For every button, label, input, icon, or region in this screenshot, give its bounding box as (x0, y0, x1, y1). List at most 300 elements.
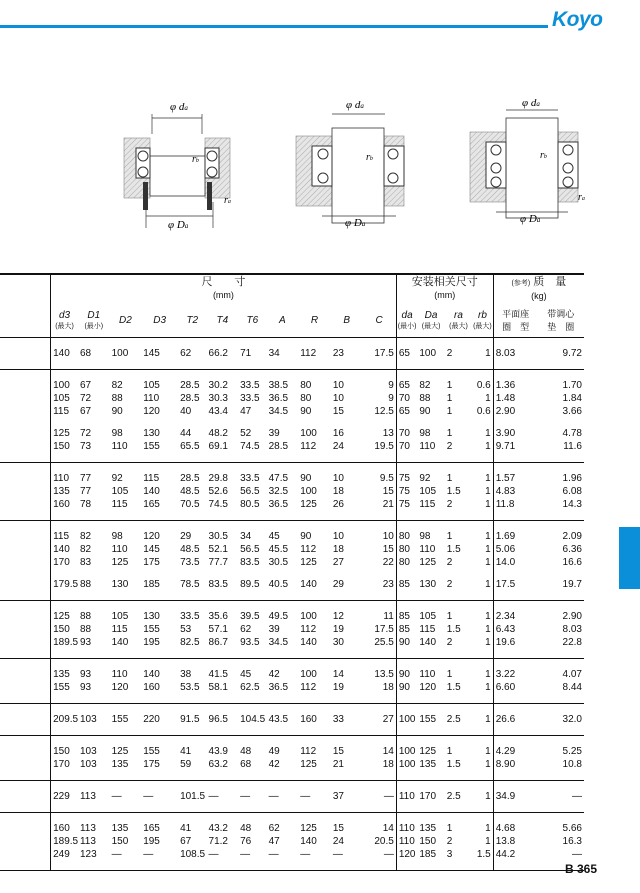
diagram-aligning-seat-washer (470, 97, 585, 225)
table-cell: 37 (332, 791, 344, 802)
table-cell: 125 (111, 557, 129, 568)
table-cell: 45 (240, 669, 252, 680)
table-cell: 33.5 (240, 393, 260, 404)
table-cell: 29.8 (208, 473, 228, 484)
table-cell: — (300, 791, 311, 802)
table-cell: 43.2 (208, 823, 228, 834)
table-cell: 52.6 (208, 486, 228, 497)
table-cell: 135 (419, 759, 437, 770)
table-cell: 80 (300, 393, 312, 404)
table-cell: 15 (362, 543, 396, 556)
table-cell: 47 (268, 836, 280, 847)
table-cell: 91.5 (180, 714, 200, 725)
table-cell: 13 (362, 427, 396, 440)
table-row (0, 790, 584, 803)
table-cell: 100 (53, 380, 70, 391)
table-cell: 8.90 (495, 759, 516, 770)
table-cell: 140 (53, 544, 70, 555)
table-cell: 93.5 (240, 637, 260, 648)
table-cell: 71.2 (208, 836, 228, 847)
table-cell: 160 (300, 714, 317, 725)
table-cell: 30.5 (268, 557, 289, 568)
table-cell (396, 418, 417, 427)
table-cell: 34 (268, 348, 280, 359)
col-header-6: T6 (238, 303, 266, 338)
col-header-5: T4 (207, 303, 239, 338)
table-cell: 1.5 (446, 682, 461, 693)
col-header-10: C (362, 303, 396, 338)
table-cell: 1 (472, 790, 493, 803)
table-cell: 14.0 (495, 557, 516, 568)
table-cell: 220 (143, 714, 160, 725)
table-cell: — (208, 849, 219, 860)
table-row (0, 485, 584, 498)
table-cell: 34.5 (268, 637, 289, 648)
table-cell (238, 569, 266, 578)
table-cell (362, 569, 396, 578)
table-cell: 39.5 (240, 611, 260, 622)
table-cell: 48.2 (208, 428, 228, 439)
table-cell: 18 (362, 681, 396, 694)
table-cell: 1.5 (446, 486, 461, 497)
table-group (0, 338, 584, 370)
table-cell (472, 569, 493, 578)
table-cell: 125 (300, 823, 317, 834)
table-cell: 1 (472, 578, 493, 591)
table-row (0, 835, 584, 848)
svg-text:ra: ra (578, 192, 585, 203)
table-cell: 120 (143, 406, 160, 417)
table-cell: 82 (79, 544, 92, 555)
table-cell (537, 418, 584, 427)
table-cell (207, 418, 239, 427)
table-cell: 20.5 (362, 835, 396, 848)
table-cell: 41 (180, 823, 192, 834)
table-cell: 1 (472, 623, 493, 636)
table-cell: 113 (79, 836, 96, 847)
table-cell: 17.5 (362, 623, 396, 636)
table-cell: 88 (79, 579, 92, 590)
table-cell: 140 (143, 669, 160, 680)
bearing-mounting-diagrams (0, 88, 640, 238)
table-cell: 70.5 (180, 499, 200, 510)
table-cell: 8.44 (562, 682, 582, 693)
table-cell: 1 (472, 472, 493, 485)
table-cell: 1 (472, 713, 493, 726)
table-cell: 112 (300, 624, 317, 635)
table-row (0, 745, 584, 758)
col-header-16: 带调心 垫 圈 (537, 303, 584, 338)
table-cell: 68 (240, 759, 252, 770)
table-cell: 65 (398, 406, 410, 417)
table-cell: 33.5 (240, 473, 260, 484)
table-cell: 100 (300, 486, 317, 497)
svg-text:rb: rb (540, 150, 547, 161)
table-cell: 195 (143, 637, 160, 648)
table-cell: 15 (332, 406, 344, 417)
table-cell: — (572, 791, 582, 802)
table-cell: 70 (398, 441, 410, 452)
table-cell: 69.1 (208, 441, 228, 452)
table-cell: 65 (398, 348, 410, 359)
table-cell: 4.68 (495, 823, 516, 834)
table-cell: 90 (300, 406, 312, 417)
table-cell: 108.5 (180, 849, 206, 860)
table-cell: 1.70 (562, 380, 582, 391)
table-cell: — (208, 791, 219, 802)
table-cell: 93 (79, 637, 92, 648)
table-cell: 98 (419, 428, 431, 439)
table-cell: 3.66 (562, 406, 582, 417)
table-cell: 155 (143, 441, 160, 452)
table-cell: 104.5 (240, 714, 266, 725)
col-blank (0, 303, 51, 338)
table-cell: 1 (446, 428, 453, 439)
table-cell (445, 569, 472, 578)
table-cell: 62 (180, 348, 192, 359)
table-cell: 56.5 (240, 486, 260, 497)
table-cell: 110 (398, 791, 415, 802)
table-cell: 90 (419, 406, 431, 417)
table-cell: 88 (419, 393, 431, 404)
table-cell: 115 (111, 499, 128, 510)
table-cell: 29 (332, 579, 344, 590)
table-cell: 10 (332, 393, 344, 404)
table-cell: 22 (362, 556, 396, 569)
svg-text:ra: ra (224, 195, 231, 206)
table-cell: 18 (332, 544, 344, 555)
section-tab (619, 527, 640, 589)
table-cell: 6.60 (495, 682, 516, 693)
table-cell: 9 (362, 379, 396, 392)
table-cell: 112 (300, 544, 317, 555)
table-cell: 2 (446, 836, 453, 847)
table-cell: 93 (79, 669, 92, 680)
col-header-7: A (267, 303, 299, 338)
table-cell: — (240, 849, 251, 860)
col-header-14: rb (最大) (472, 303, 493, 338)
table-cell: 82 (79, 531, 92, 542)
table-cell: 5.66 (562, 823, 582, 834)
table-cell (141, 569, 178, 578)
table-cell: 1.84 (562, 393, 582, 404)
table-cell: 110 (143, 393, 160, 404)
table-cell: 68 (79, 348, 92, 359)
table-cell (110, 418, 142, 427)
table-cell: 39 (268, 624, 280, 635)
table-cell: 113 (79, 791, 96, 802)
table-cell: 100 (398, 714, 416, 725)
table-cell: 17.5 (495, 579, 516, 590)
col-header-4: T2 (178, 303, 206, 338)
table-cell: 5.06 (495, 544, 516, 555)
diagram-aligning-housing (296, 99, 404, 229)
table-cell: 38 (180, 669, 192, 680)
table-cell: 77.7 (208, 557, 228, 568)
table-cell: 27 (332, 557, 344, 568)
table-cell: — (268, 791, 279, 802)
col-header-0: d3 (最大) (51, 303, 78, 338)
table-cell: — (332, 849, 343, 860)
table-cell: 88 (79, 611, 92, 622)
table-cell: 18 (332, 486, 344, 497)
table-cell: 53 (180, 624, 192, 635)
table-cell: — (300, 849, 311, 860)
table-cell: 100 (111, 348, 129, 359)
table-cell: 0.6 (472, 405, 493, 418)
table-cell: 34 (240, 531, 252, 542)
table-cell: 27 (362, 713, 396, 726)
svg-text:φ Da: φ Da (345, 217, 366, 229)
table-cell: 8.03 (562, 624, 582, 635)
table-cell: 120 (143, 531, 160, 542)
page-number: B 365 (565, 862, 598, 876)
table-cell: 1.5 (446, 544, 461, 555)
table-cell: 9.71 (495, 441, 516, 452)
table-cell: 195 (143, 836, 160, 847)
col-header-15: 平面座 圈 型 (493, 303, 537, 338)
table-cell: 6.43 (495, 624, 516, 635)
table-cell: 90 (398, 669, 410, 680)
table-cell: 8.03 (495, 348, 516, 359)
table-cell: 67 (79, 380, 92, 391)
table-row (0, 556, 584, 569)
svg-text:rb: rb (366, 152, 373, 163)
table-cell: 98 (111, 531, 123, 542)
table-cell: 145 (143, 348, 160, 359)
table-cell: 100 (300, 428, 317, 439)
table-cell: 75 (398, 499, 410, 510)
table-cell (331, 569, 363, 578)
table-cell: 32.5 (268, 486, 289, 497)
table-cell: — (111, 791, 122, 802)
table-cell: 44 (180, 428, 192, 439)
table-cell (78, 569, 110, 578)
table-cell: 209.5 (53, 714, 79, 725)
table-cell: 115 (419, 499, 436, 510)
table-cell: 65.5 (180, 441, 200, 452)
table-cell: 74.5 (208, 499, 228, 510)
table-row (0, 427, 584, 440)
table-cell: 100 (419, 348, 437, 359)
table-cell: 22.8 (562, 637, 582, 648)
table-cell: 58.1 (208, 682, 228, 693)
table-cell: 105 (419, 611, 437, 622)
table-cell: 2.90 (495, 406, 516, 417)
table-cell: 10 (332, 531, 344, 542)
table-cell: 80 (398, 557, 410, 568)
table-cell: 83.5 (240, 557, 260, 568)
table-cell: 160 (53, 499, 70, 510)
table-cell: 130 (111, 579, 129, 590)
table-cell: 33.5 (240, 380, 260, 391)
table-cell: 2 (446, 441, 453, 452)
table-cell: 90 (398, 682, 410, 693)
col-header-2: D2 (110, 303, 142, 338)
table-group (0, 370, 584, 463)
table-cell: — (268, 849, 279, 860)
table-cell: 66.2 (208, 348, 228, 359)
table-cell: 125 (419, 557, 437, 568)
table-cell: — (111, 849, 122, 860)
table-cell: 28.5 (180, 473, 200, 484)
table-cell: 36.5 (268, 499, 289, 510)
table-cell: 10 (362, 530, 396, 543)
table-cell: 185 (143, 579, 160, 590)
table-cell: 96.5 (208, 714, 228, 725)
table-cell: 3.90 (495, 428, 516, 439)
table-cell: 112 (300, 441, 317, 452)
svg-text:φ da: φ da (170, 101, 188, 113)
table-row (0, 610, 584, 623)
table-row (0, 392, 584, 405)
table-cell: 11 (362, 610, 396, 623)
table-cell: 52.1 (208, 544, 228, 555)
table-cell: 130 (143, 428, 160, 439)
table-cell: 112 (300, 746, 317, 757)
table-cell: 175 (143, 759, 160, 770)
table-cell: 1 (472, 835, 493, 848)
table-cell (238, 418, 266, 427)
table-cell (78, 418, 110, 427)
table-cell (298, 418, 331, 427)
table-cell: 160 (143, 682, 160, 693)
table-cell: 1.36 (495, 380, 516, 391)
table-cell: 1 (472, 347, 493, 360)
table-cell: 48 (240, 746, 252, 757)
table-cell: 165 (143, 499, 160, 510)
table-cell: — (240, 791, 251, 802)
table-cell (267, 418, 299, 427)
table-cell: 103 (79, 746, 97, 757)
table-cell: 10 (332, 380, 344, 391)
table-cell: 48.5 (180, 544, 200, 555)
table-cell: 28.5 (268, 441, 289, 452)
table-cell: 125 (53, 428, 70, 439)
table-cell: 140 (300, 836, 317, 847)
table-cell: 110 (111, 441, 128, 452)
table-cell: 125 (300, 499, 317, 510)
table-cell: 49 (268, 746, 280, 757)
table-cell: 155 (111, 714, 129, 725)
table-cell: 32.0 (562, 714, 582, 725)
table-cell: 179.5 (53, 579, 79, 590)
table-cell: 44.2 (495, 849, 516, 860)
table-cell: 110 (53, 473, 70, 484)
table-cell: 1.5 (446, 759, 461, 770)
table-cell: 62 (268, 823, 280, 834)
table-cell: 105 (143, 380, 160, 391)
table-cell: 1.69 (495, 531, 516, 542)
table-cell: 110 (419, 544, 436, 555)
table-cell: 125 (300, 759, 317, 770)
table-cell: 28.5 (180, 380, 200, 391)
col-header-9: B (331, 303, 363, 338)
table-cell: 26 (332, 499, 344, 510)
table-cell: 110 (419, 441, 436, 452)
table-row (0, 440, 584, 453)
table-cell: 85 (398, 611, 410, 622)
table-cell: 47.5 (268, 473, 289, 484)
diagram-flat-seat (124, 101, 231, 231)
table-cell: 43.4 (208, 406, 228, 417)
table-cell: 135 (53, 669, 70, 680)
table-cell: 92 (111, 473, 123, 484)
table-cell: 1 (472, 668, 493, 681)
table-group (0, 736, 584, 781)
table-cell: 53.5 (180, 682, 200, 693)
table-cell: — (143, 849, 154, 860)
table-cell: 72 (79, 428, 92, 439)
svg-text:rb: rb (192, 154, 199, 165)
table-cell: 145 (143, 544, 160, 555)
table-cell: 155 (419, 714, 437, 725)
table-cell: 16 (332, 428, 344, 439)
row-spacer (0, 569, 584, 578)
table-cell: 1.96 (562, 473, 582, 484)
table-cell: 2 (446, 557, 453, 568)
header-mass: (参考) 质 量 (kg) (493, 274, 584, 303)
table-row (0, 681, 584, 694)
table-cell: 14 (362, 822, 396, 835)
table-cell: 110 (111, 544, 128, 555)
table-group (0, 463, 584, 521)
table-cell: 110 (398, 836, 415, 847)
table-cell: 2.5 (446, 791, 461, 802)
table-cell: 4.78 (562, 428, 582, 439)
table-cell: 98 (111, 428, 123, 439)
table-cell: 2.34 (495, 611, 516, 622)
table-cell: 15 (332, 823, 344, 834)
table-cell: 41.5 (208, 669, 228, 680)
table-cell: 67 (180, 836, 192, 847)
table-group (0, 659, 584, 704)
table-cell: 120 (398, 849, 416, 860)
table-cell: 30 (332, 637, 344, 648)
table-cell (493, 418, 537, 427)
table-cell: 135 (111, 823, 129, 834)
table-cell: 1 (472, 485, 493, 498)
table-cell: 103 (79, 759, 97, 770)
table-cell: 110 (419, 669, 436, 680)
table-cell: 15 (332, 746, 344, 757)
table-cell: 14.3 (562, 499, 582, 510)
table-row (0, 668, 584, 681)
table-cell: 83 (79, 557, 92, 568)
table-cell: 2 (446, 579, 453, 590)
table-cell: 19.6 (495, 637, 516, 648)
table-row (0, 822, 584, 835)
table-cell: 100 (300, 669, 317, 680)
table-cell: 1 (472, 530, 493, 543)
table-cell: 115 (53, 406, 70, 417)
table-cell: 85 (398, 579, 410, 590)
table-cell (141, 418, 178, 427)
table-cell: 10.8 (562, 759, 582, 770)
table-cell: 130 (419, 579, 437, 590)
table-cell: 36.5 (268, 682, 289, 693)
table-cell: 103 (79, 714, 97, 725)
table-cell: 15 (362, 485, 396, 498)
table-cell: 123 (79, 849, 97, 860)
table-cell: 1 (446, 406, 453, 417)
table-cell: 150 (53, 746, 70, 757)
table-cell: 140 (300, 637, 317, 648)
table-cell: 1 (472, 556, 493, 569)
table-cell: 1.57 (495, 473, 516, 484)
table-cell: 33 (332, 714, 344, 725)
table-row (0, 713, 584, 726)
